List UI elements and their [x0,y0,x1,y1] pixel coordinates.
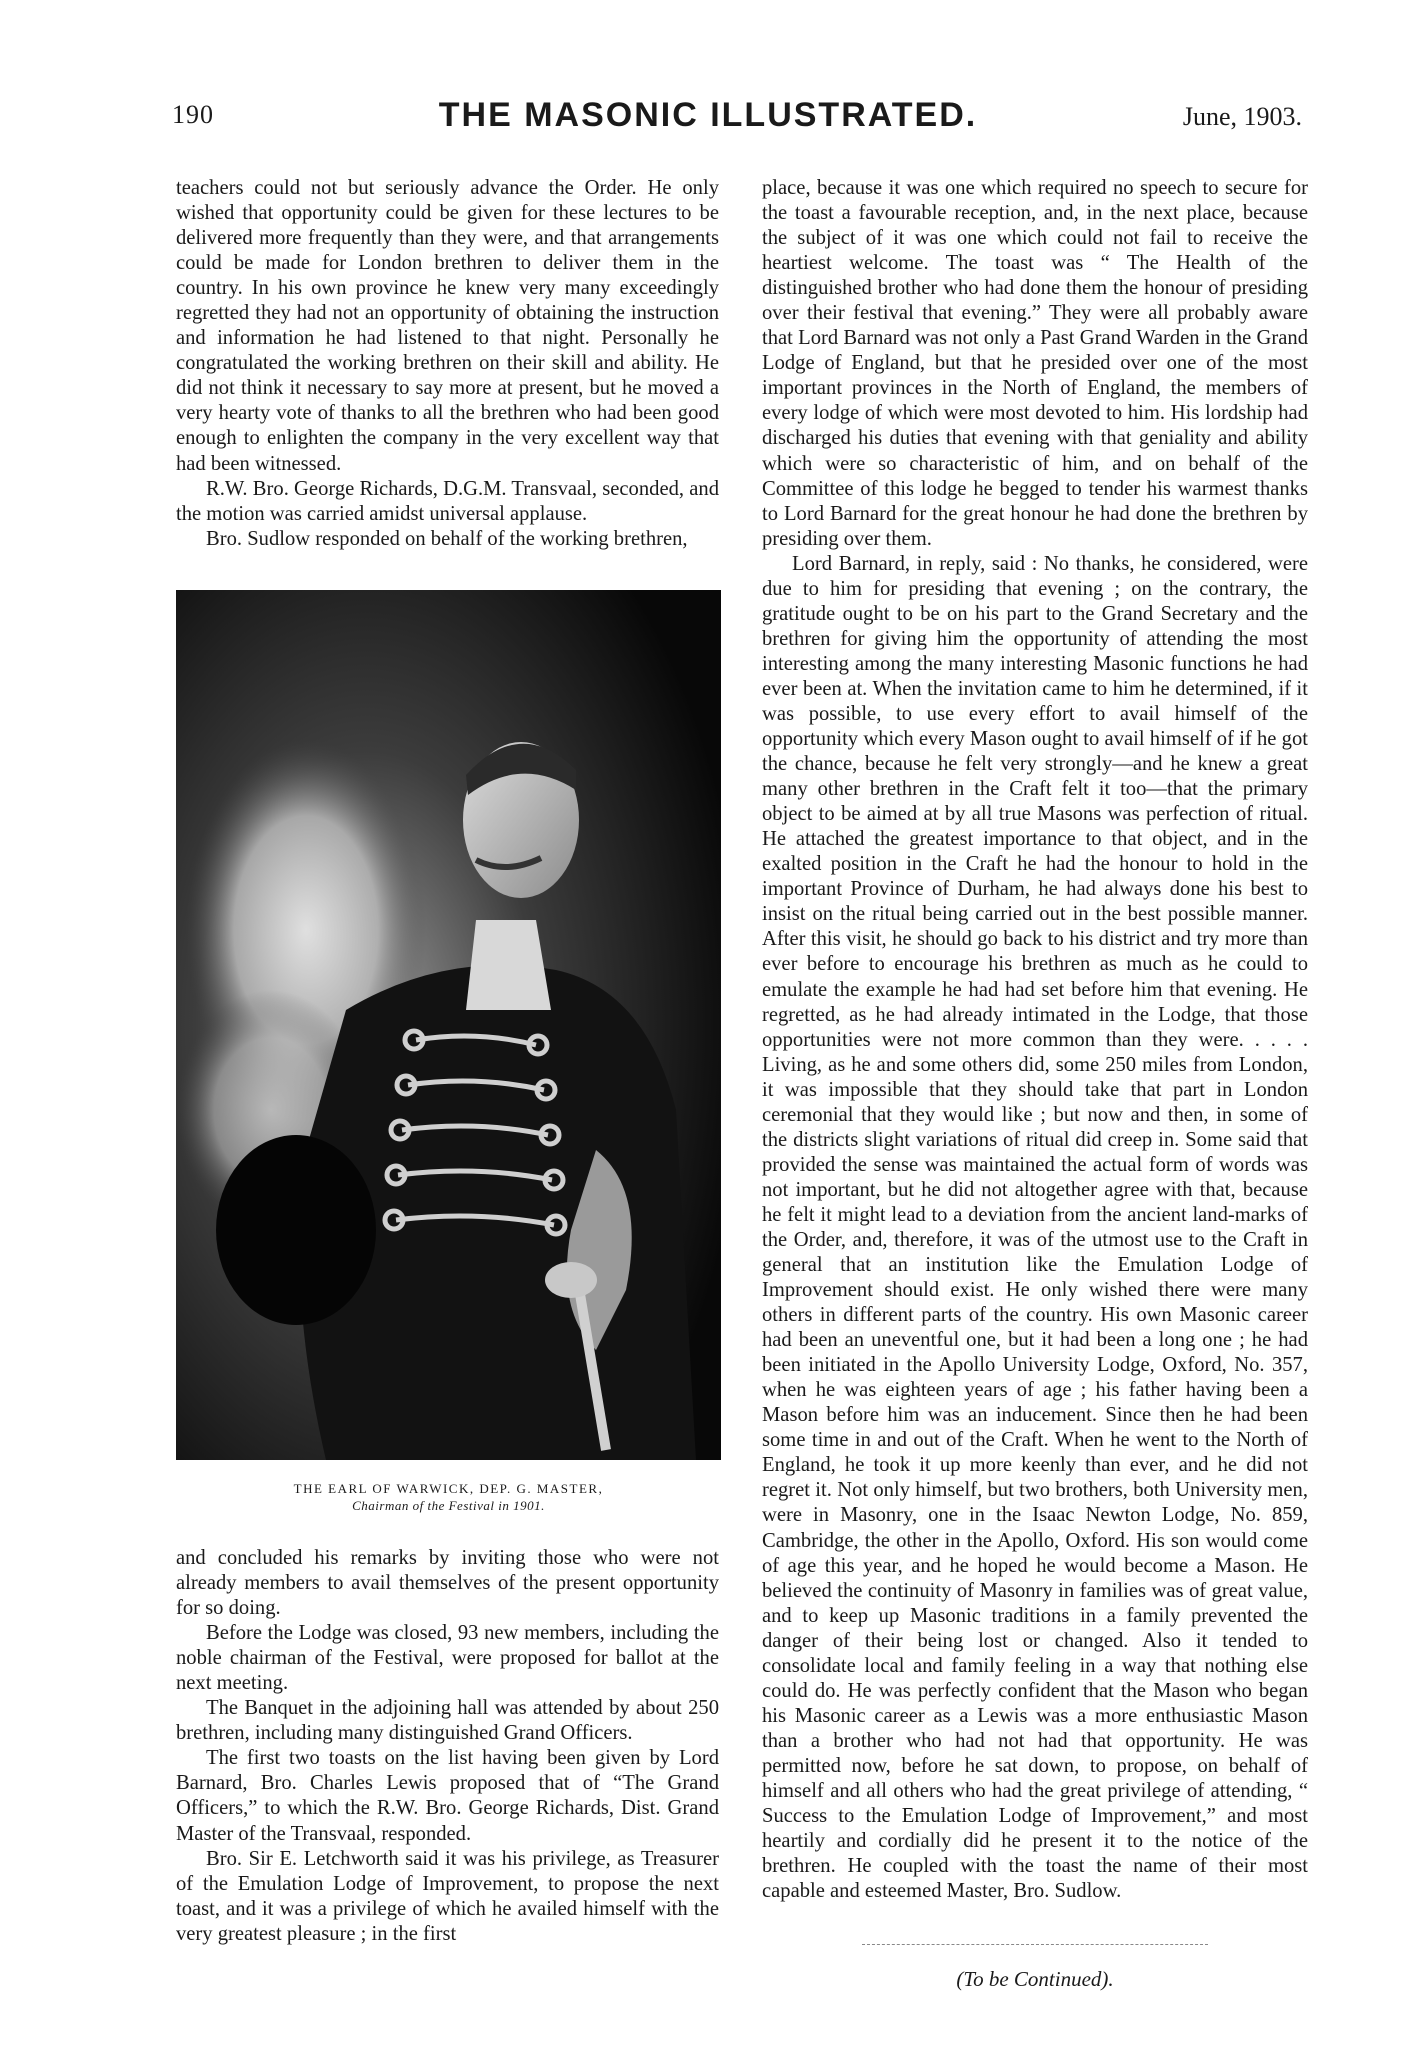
issue-date: June, 1903. [1182,102,1302,131]
portrait-illustration [176,590,721,1460]
portrait-photo [176,590,721,1460]
paragraph: place, because it was one which required no speech to secure for the toast a favourable reception, and, in the next place, because the subject of it was one which could not fail to receive the heartiest welcome. The toast was “ The Health of the distinguished brother who had done them the honour of presiding over their festival that evening.” They were all probably aware that Lord Barnard was not only a Past Grand Warden in the Grand Lodge of England, but that he presided over one of the most important provinces in the North of England, the members of every lodge of which were most devoted to him. His lordship had discharged his duties that evening with that geniality and ability which were so characteristic of him, and on behalf of the Committee of this lodge he begged to tender his warmest thanks to Lord Barnard for the great honour he had done the brethren by presiding over them. [762,177,1308,550]
paragraph: Bro. Sir E. Letchworth said it was his privilege, as Treasurer of the Emulation Lodge of Improvement, to propose the next toast, and it was a privilege of which he availed himself with the very greatest pleasure ; in the first [176,1847,719,1945]
paragraph: The Banquet in the adjoining hall was attended by about 250 brethren, including many distinguished Grand Officers. [176,1697,719,1745]
figure-caption [176,1480,721,1514]
running-title: THE MASONIC ILLUSTRATED. [438,96,978,134]
left-column-bottom [176,1546,719,1947]
divider-rule [862,1944,1208,1945]
caption-main: THE EARL OF WARWICK, DEP. G. MASTER, [293,1481,604,1496]
paragraph: Before the Lodge was closed, 93 new members, including the noble chairman of the Festival, were proposed for ballot at the next meeting. [176,1622,719,1695]
paragraph: Lord Barnard, in reply, said : No thanks, he considered, were due to him for presiding that evening ; on the contrary, the gratitude ought to be on his part to the Grand Secretary and the brethren for giving him the opportunity of attending the most interesting among the many interesting Masonic functions he had ever been at. When the invitation came to him he determined, if it was possible, to use every effort to avail himself of the opportunity which every Mason ought to avail himself of if he got the chance, because he felt very strongly—and he knew a great many other brethren in the Craft felt it too—that the primary object to be aimed at by all true Masons was perfection of ritual. He attached the greatest importance to that object, and in the exalted position in the Craft he had the honour to hold in the important Province of Durham, he had always done his best to insist on the ritual being carried out in the best possible manner. After this visit, he should go back to his district and try more than ever before to encourage his brethren as much as he could to emulate the example he had had set before him that evening. He regretted, as he had already intimated in the Lodge, that those opportunities were not more common than they were. . . . . Living, as he and some others did, some 250 miles from London, it was impossible that they should take that part in London ceremonial that they would like ; but now and then, in some of the districts slight variations of ritual did creep in. Some said that provided the sense was maintained the actual form of words was not important, but he did not altogether agree with that, because he felt it might lead to a deviation from the ancient land-marks of the Order, and, therefore, it was of the utmost use to the Craft in general that an institution like the Emulation Lodge of Improvement should exist. He only wished there were many others in different parts of the country. His own Masonic career had been an uneventful one, but it had been a long one ; he had been initiated in the Apollo University Lodge, Oxford, No. 357, when he was eighteen years of age ; his father having been a Mason before him was an inducement. Since then he had been some time in and out of the Craft. When he went to the North of England, he took it up more keenly than ever, and he did not regret it. Not only himself, but two brothers, both University men, were in Masonry, one in the Isaac Newton Lodge, No. 859, Cambridge, the other in the Apollo, Oxford. His son would come of age this year, and he hoped he would become a Mason. He believed the continuity of Masonry in families was of great value, and to keep up Masonic traditions in a family prevented the danger of their being lost or changed. Also it tended to consolidate local and family feeling in a way that nothing else could do. He was perfectly confident that the Mason who began his Masonic career as a Lewis was a more enthusiastic Mason than a brother who had not had that opportunity. He was permitted now, before he sat down, to propose, on behalf of himself and all others who had the great privilege of attending, “ Success to the Emulation Lodge of Improvement,” and most heartily and cordially did he present it to the notice of the brethren. He coupled with the toast the name of their most capable and esteemed Master, Bro. Sudlow. [762,552,1308,1903]
portrait-figure [176,590,721,1514]
page-number: 190 [172,100,214,129]
paragraph: and concluded his remarks by inviting those who were not already members to avail themselves of the present opportunity for so doing. [176,1547,719,1620]
paragraph: Bro. Sudlow responded on behalf of the working brethren, [206,527,688,550]
left-column-top [176,176,719,552]
paragraph: teachers could not but seriously advance the Order. He only wished that opportunity could be given for these lectures to be delivered more frequently than they were, and that arrangements could be made for London brethren to deliver them in the country. In his own province he knew very many exceedingly regretted they had not an opportunity of obtaining the instruction and information he had listened to that night. Personally he congratulated the working brethren on their skill and ability. He did not think it necessary to say more at present, but he moved a very hearty vote of thanks to all the brethren who had been good enough to enlighten the company in the very excellent way that had been witnessed. [176,177,719,475]
paragraph: R.W. Bro. George Richards, D.G.M. Transvaal, seconded, and the motion was carried amidst universal applause. [176,477,719,525]
caption-sub: Chairman of the Festival in 1901. [352,1498,545,1513]
continued-note: (To be Continued). [956,1967,1114,1991]
right-column [762,176,1308,1904]
paragraph: The first two toasts on the list having been given by Lord Barnard, Bro. Charles Lewis proposed that of “The Grand Officers,” to which the R.W. Bro. George Richards, Dist. Grand Master of the Transvaal, responded. [176,1747,719,1845]
